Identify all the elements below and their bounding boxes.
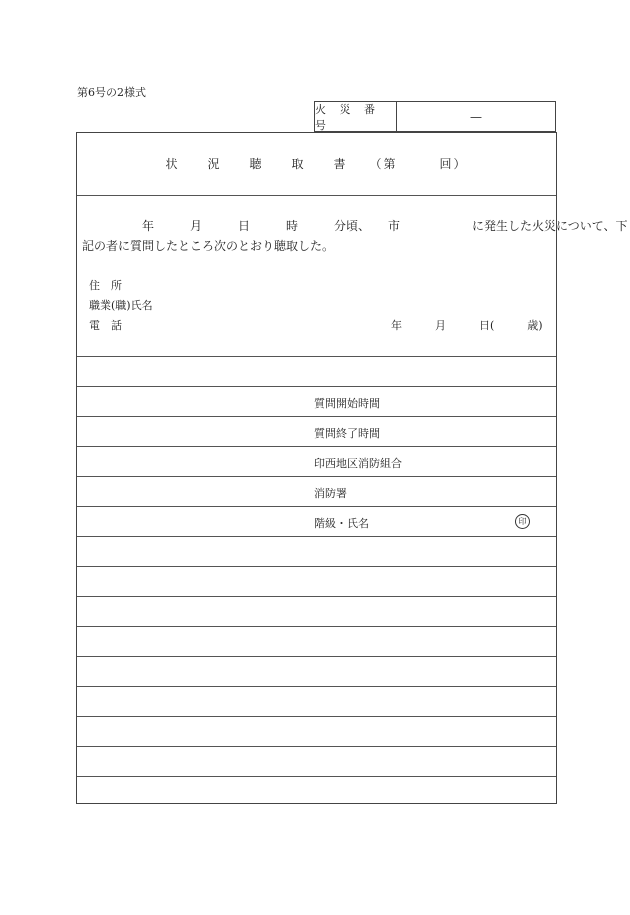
fire-number-value: — [470, 109, 482, 124]
birth-date-age: 年 月 日( 歳) [391, 319, 543, 332]
form-code: 第6号の2様式 [77, 86, 146, 99]
table-row [77, 776, 556, 777]
question-start-time-label: 質問開始時間 [314, 397, 380, 410]
hearing-form [76, 132, 628, 804]
table-row [77, 416, 556, 417]
table-row [77, 596, 556, 597]
table-row [77, 566, 556, 567]
intro-line-1: 年 月 日 時 分頃、 市 に発生した火災について、下 [82, 219, 628, 233]
table-row [77, 476, 556, 477]
table-row [77, 686, 556, 687]
form-title: 状 況 聴 取 書 （第 回） [165, 157, 468, 171]
occupation-name-label: 職業(職)氏名 [89, 299, 153, 312]
rank-name-label: 階級・氏名 [314, 517, 369, 530]
table-row [77, 746, 556, 747]
fire-union-label: 印西地区消防組合 [314, 457, 402, 470]
table-row [77, 506, 556, 507]
table-row [77, 386, 556, 387]
table-row [77, 536, 556, 537]
question-end-time-label: 質問終了時間 [314, 427, 380, 440]
fire-number-box [314, 101, 556, 132]
table-row [77, 446, 556, 447]
table-row [77, 716, 556, 717]
divider [77, 356, 556, 357]
divider [77, 195, 556, 196]
table-row [77, 626, 556, 627]
phone-label: 電 話 [89, 319, 122, 332]
seal-icon: 印 [515, 514, 530, 529]
table-row [77, 656, 556, 657]
address-label: 住 所 [89, 279, 122, 292]
intro-line-2: 記の者に質問したところ次のとおり聴取した。 [82, 239, 335, 253]
fire-number-label: 火 災 番 号 [315, 102, 397, 131]
fire-station-label: 消防署 [314, 487, 347, 500]
